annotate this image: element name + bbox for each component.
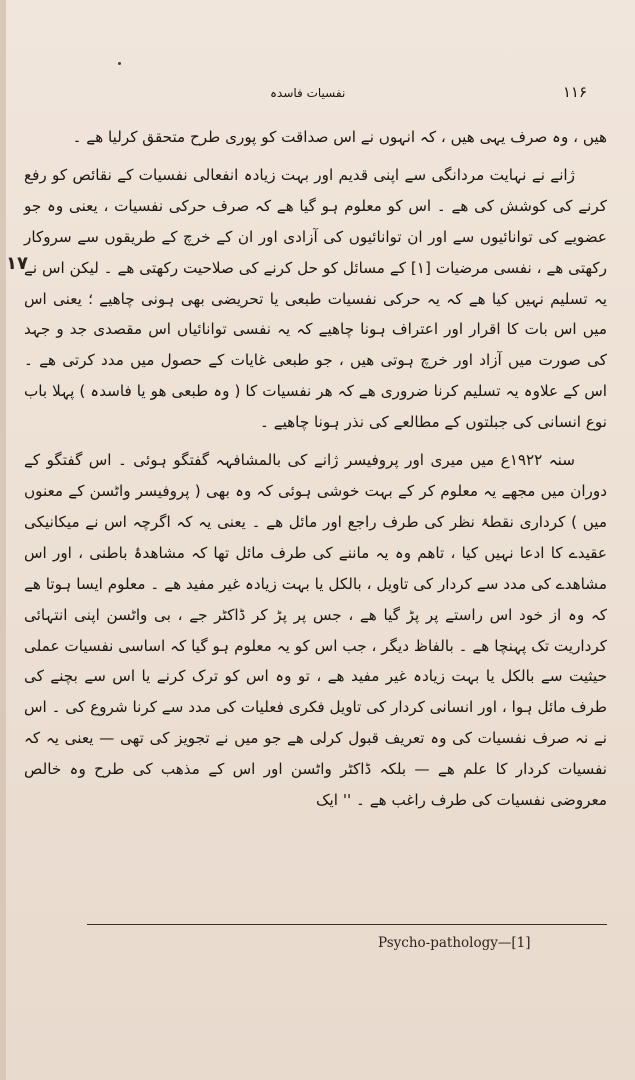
running-header bbox=[30, 83, 605, 108]
footnote-divider bbox=[87, 924, 607, 925]
body-text bbox=[24, 122, 607, 816]
page-edge bbox=[0, 0, 6, 1080]
ink-speck bbox=[118, 62, 121, 65]
paragraph: ھیں ، وہ صرف یہی ھیں ، کہ انہوں نے اس صداقت کو پوری طرح متحقق کرلیا ھے ۔ bbox=[72, 128, 607, 146]
paragraph: ژانے نے نہایت مردانگی سے اپنی قدیم اور بہت زیادہ انفعالی نفسیات کے نقائص کو رفع کرنے کی کوشش کی ھے ۔ اس کو معلوم ہو گیا ھے کہ صرف حرکی نفسیات ، یعنی وہ جو عضویے کی توانائیوں سے اور ان توانائیوں کی آزادی اور ان کے خرچ کے طریقوں سے سروکار رکھتی ھے ، نفسی مرضیات [۱] کے مسائل کو حل کرنے کی صلاحیت رکھتی ھے ۔ لیکن اس نے یہ تسلیم نہیں کیا ھے کہ یہ حرکی نفسیات طبعی یا تحریضی بھی ہونی چاھیے ؛ یعنی اس میں اس بات کا اقرار اور اعتراف ہونا چاھیے کہ یہ نفسی توانائیاں اس مقصدی جد و جہد کی صورت میں آزاد اور خرچ ہوتی ھیں ، جو طبعی غایات کے حصول میں مدد کرتی ھے ۔ اس کے علاوہ یہ تسلیم کرنا ضروری ھے کہ ھر نفسیات کا ( وہ طبعی ھو یا فاسدہ ) پہلا باب نوع انسانی کی جبلتوں کے مطالعے کی نذر ہونا چاھیے ۔ bbox=[24, 165, 607, 432]
footnote: Psycho-pathology—[1] bbox=[378, 935, 531, 951]
margin-note-number: ۱۷ bbox=[6, 253, 28, 274]
page-number: ۱۱۶ bbox=[562, 83, 587, 101]
chapter-title: نفسیات فاسدہ bbox=[270, 86, 346, 100]
paragraph: سنہ ۱۹۲۲ع میں میری اور پروفیسر ژانے کی بالمشافہہ گفتگو ہوئی ۔ اس گفتگو کے دوران میں مجھے یہ معلوم کر کے بہت خوشی ہوئی کہ وہ بھی ( پروفیسر واٹسن کے معنوں میں ) کرداری نقطۂ نظر کی طرف راجع اور مائل ھے ۔ یعنی یہ کہ اگرچہ اس نے میکانیکی عقیدے کا ادعا نہیں کیا ، تاھم وہ یہ ماننے کی طرف مائل تھا کہ مشاھدۂ باطنی ، اور اس مشاھدے کی مدد سے کردار کی تاویل ، بالکل یا بہت زیادہ غیر مفید ھے ۔ معلوم ایسا ہوتا ھے کہ وہ از خود اس راستے پر پڑ گیا ھے ، جس پر پڑ کر ڈاکٹر جے ، بی واٹسن اپنی انتہائی کرداریت تک پہنچا ھے ۔ بالفاظ دیگر ، جب اس کو یہ معلوم ہو گیا کہ اساسی نفسیات عملی حیثیت سے بالکل یا بہت زیادہ غیر مفید ھے ، تو وہ اس کو ترک کرنے یا اس سے بچنے کی طرف مائل ہوا ، اور انسانی کردار کی تاویل فکری فعلیات کی مدد سے کرنا شروع کی ۔ اس نے نہ صرف نفسیات کی وہ تعریف قبول کرلی ھے جو میں نے تجویز کی تھی — یعنی یہ کہ نفسیات کردار کا علم ھے — بلکہ ڈاکٹر واٹسن اور اس کے مذھب کی طرح وہ خالص معروضی نفسیات کی طرف راغب ھے ۔ '' ایک bbox=[24, 451, 607, 810]
